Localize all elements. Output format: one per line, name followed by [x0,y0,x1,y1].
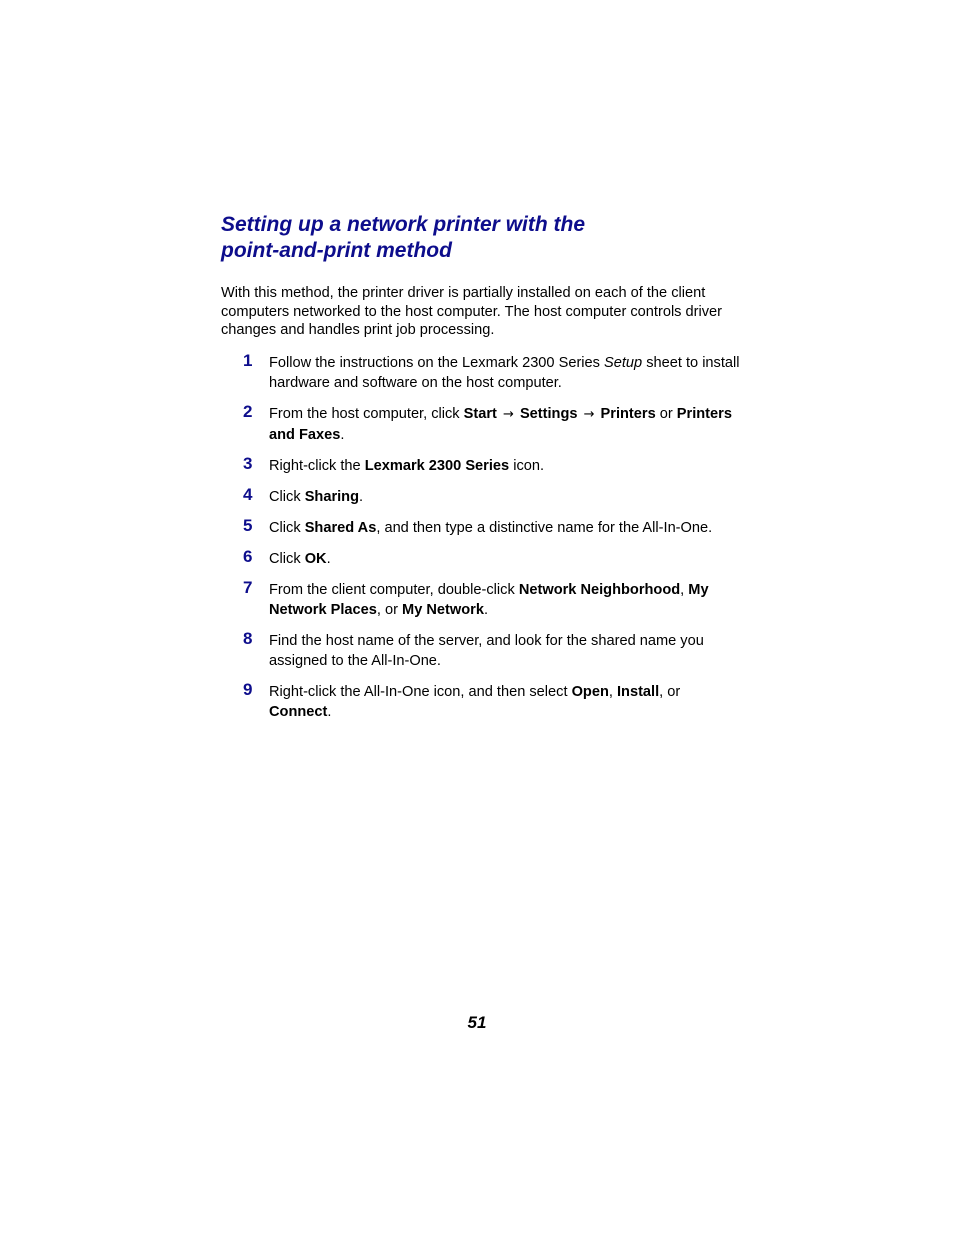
step-number: 5 [243,516,253,535]
step-text: Right-click the Lexmark 2300 Series icon. [269,458,545,474]
arrow-right-icon: → [502,407,514,422]
step-number: 1 [243,351,253,370]
step-number: 9 [243,680,253,699]
step-number: 2 [243,402,253,421]
step-number: 8 [243,629,253,648]
step-text: From the client computer, double-click Network Neighborhood, My Network Places, or My Network. [269,582,709,618]
step-4 [221,487,741,507]
section-heading-line-1: Setting up a network printer with the [221,213,586,236]
arrow-right-icon: → [583,407,595,422]
step-text: Click Sharing. [269,489,364,505]
step-9 [221,682,741,722]
section-heading-line-2: point-and-print method [221,239,452,262]
step-7 [221,580,741,620]
step-1 [221,353,741,393]
section-heading [221,212,741,264]
step-text: Click OK. [269,551,331,567]
step-2 [221,404,741,445]
step-text: Click Shared As, and then type a distinctive name for the All-In-One. [269,520,713,536]
step-8 [221,631,741,671]
step-text: Right-click the All-In-One icon, and then select Open, Install, or Connect. [269,684,681,720]
step-number: 7 [243,578,253,597]
step-5 [221,518,741,538]
step-3 [221,456,741,476]
step-text: Find the host name of the server, and look for the shared name you assigned to the All-In-One. [269,633,704,669]
step-number: 3 [243,454,253,473]
page-number: 51 [467,1013,487,1032]
step-number: 4 [243,485,253,504]
step-text: From the host computer, click Start → Settings → Printers or Printers and Faxes. [269,406,732,443]
intro-paragraph: With this method, the printer driver is partially installed on each of the client computers networked to the host computer. The host computer controls driver changes and handles print job processing. [221,285,723,338]
steps-list [221,353,741,733]
step-6 [221,549,741,569]
step-number: 6 [243,547,253,566]
step-text: Follow the instructions on the Lexmark 2300 Series Setup sheet to install hardware and software on the host computer. [269,355,740,391]
